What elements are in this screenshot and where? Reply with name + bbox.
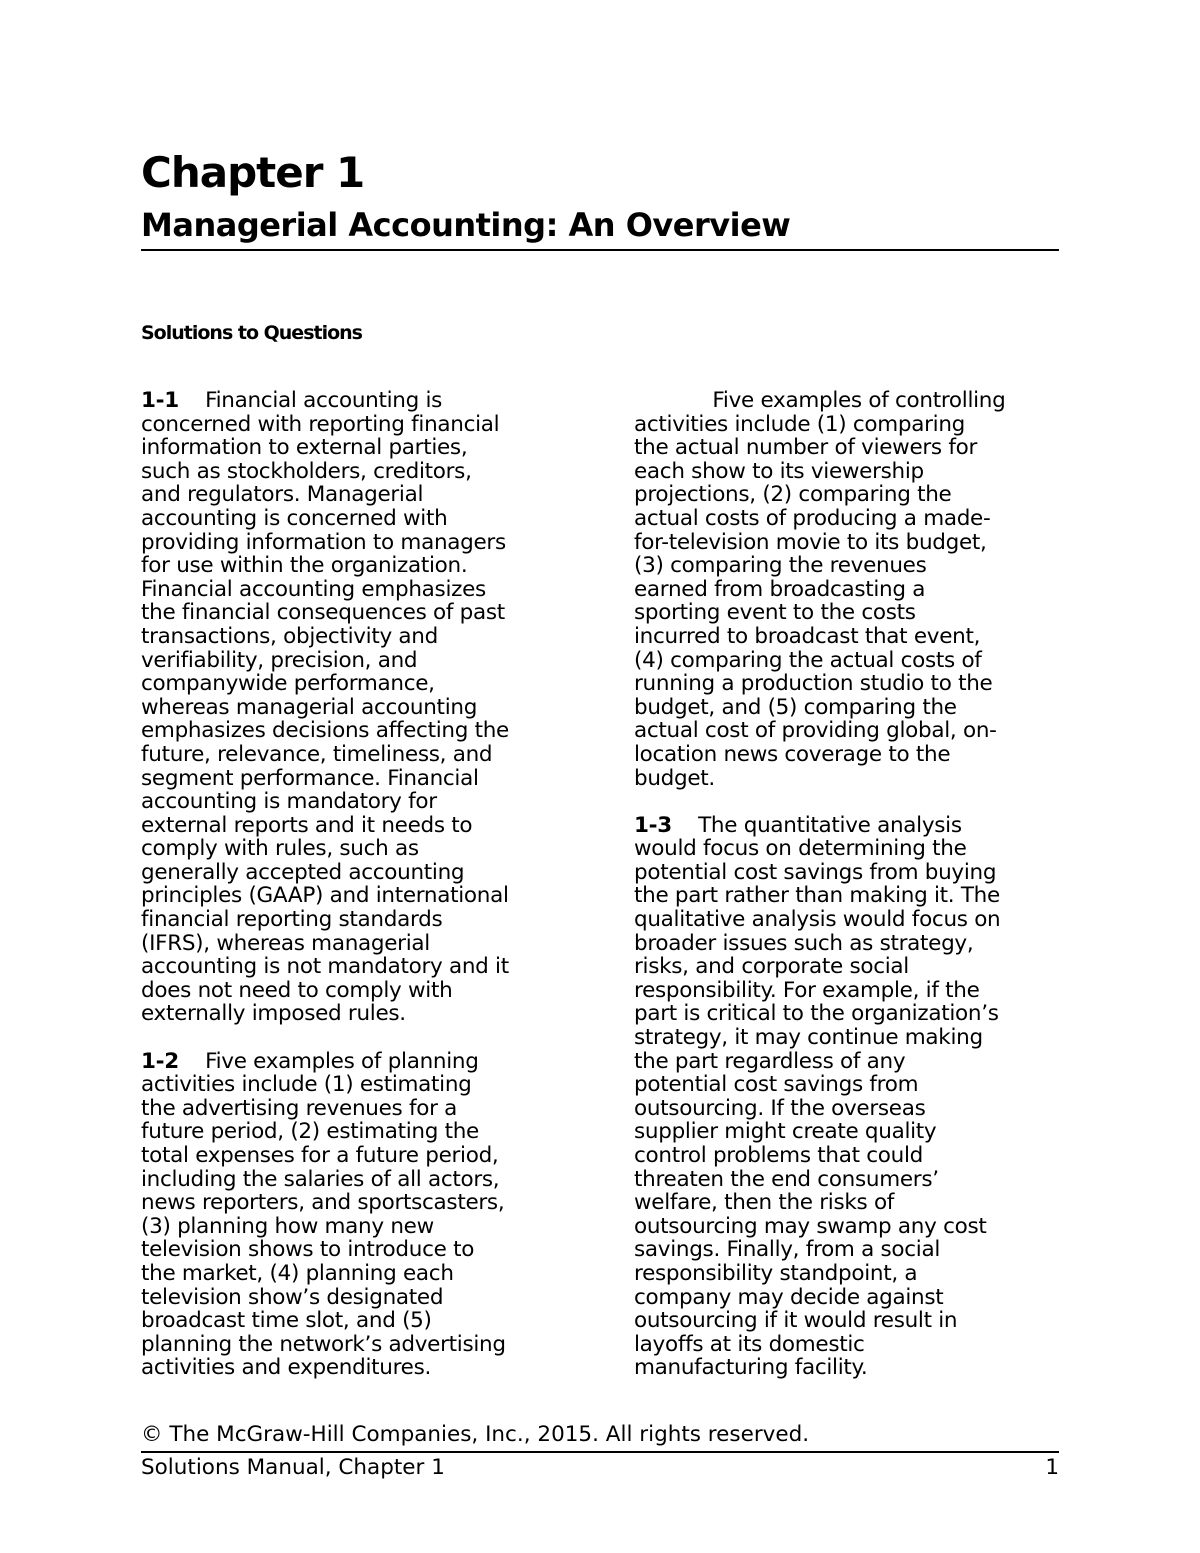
question-number-1-3: 1-3 [634, 812, 672, 838]
answer-1-3-text: The quantitative analysis would focus on determining the potential cost savings from buying the part rather than making it. The qualitative analysis would focus on broader issues such as strategy, risks, and corporate social responsibility. For example, if the part is critical to the organization’s strategy, it may continue making the part regardless of any potential cost savings from outsourcing. If the overseas supplier might create quality control problems that could threaten the end consumers’ welfare, then the risks of outsourcing may swamp any cost savings. Finally, from a social responsibility standpoint, a company may decide against outsourcing if it would result in layoffs at its domestic manufacturing facility. [634, 812, 1001, 1381]
section-heading: Solutions to Questions [141, 322, 362, 344]
answer-1-3 [634, 814, 1066, 1380]
question-number-1-2: 1-2 [141, 1048, 179, 1074]
answer-1-2-text: Five examples of planning activities include (1) estimating the advertising revenues for a future period, (2) estimating the total expenses for a future period, including the salaries of all actors, news reporters, and sportscasters, (3) planning how many new television shows to introduce to the market, (4) planning each television show’s designated broadcast time slot, and (5) planning the network’s advertising activities and expenditures. [141, 1048, 506, 1381]
footer-manual-title: Solutions Manual, Chapter 1 [141, 1455, 445, 1480]
right-column [634, 389, 1066, 1404]
left-column [141, 389, 573, 1404]
answer-1-2-continued-text: Five examples of controlling activities include (1) comparing the actual number of viewers for each show to its viewership projections, (2) comparing the actual costs of producing a made- for-television movie to its budget, (3) comparing the revenues earned from broadcasting a sporting event to the costs incurred to broadcast that event, (4) comparing the actual costs of running a production studio to the budget, and (5) comparing the actual cost of providing global, on- location news coverage to the budget. [634, 388, 1006, 791]
answer-1-1-text: Financial accounting is concerned with reporting financial information to external parties, such as stockholders, creditors, and regulators. Managerial accounting is concerned with providing information to managers for use within the organization. Financial accounting emphasizes the financial consequences of past transactions, objectivity and verifiability, precision, and companywide performance, whereas managerial accounting emphasizes decisions affecting the future, relevance, timeliness, and segment performance. Financial accounting is mandatory for external reports and it needs to comply with rules, such as generally accepted accounting principles (GAAP) and international financial reporting standards (IFRS), whereas managerial accounting is not mandatory and it does not need to comply with externally imposed rules. [141, 388, 509, 1027]
copyright-notice: © The McGraw-Hill Companies, Inc., 2015. All rights reserved. [141, 1422, 810, 1447]
question-number-1-1: 1-1 [141, 388, 179, 413]
answer-1-2 [141, 1050, 573, 1380]
answer-1-2-continued [634, 389, 1066, 790]
answer-1-1 [141, 389, 573, 1026]
page-number: 1 [1045, 1455, 1059, 1480]
title-divider [141, 249, 1059, 251]
chapter-title: Chapter 1 [141, 148, 365, 197]
footer-divider [141, 1451, 1059, 1453]
chapter-subtitle: Managerial Accounting: An Overview [141, 206, 791, 244]
